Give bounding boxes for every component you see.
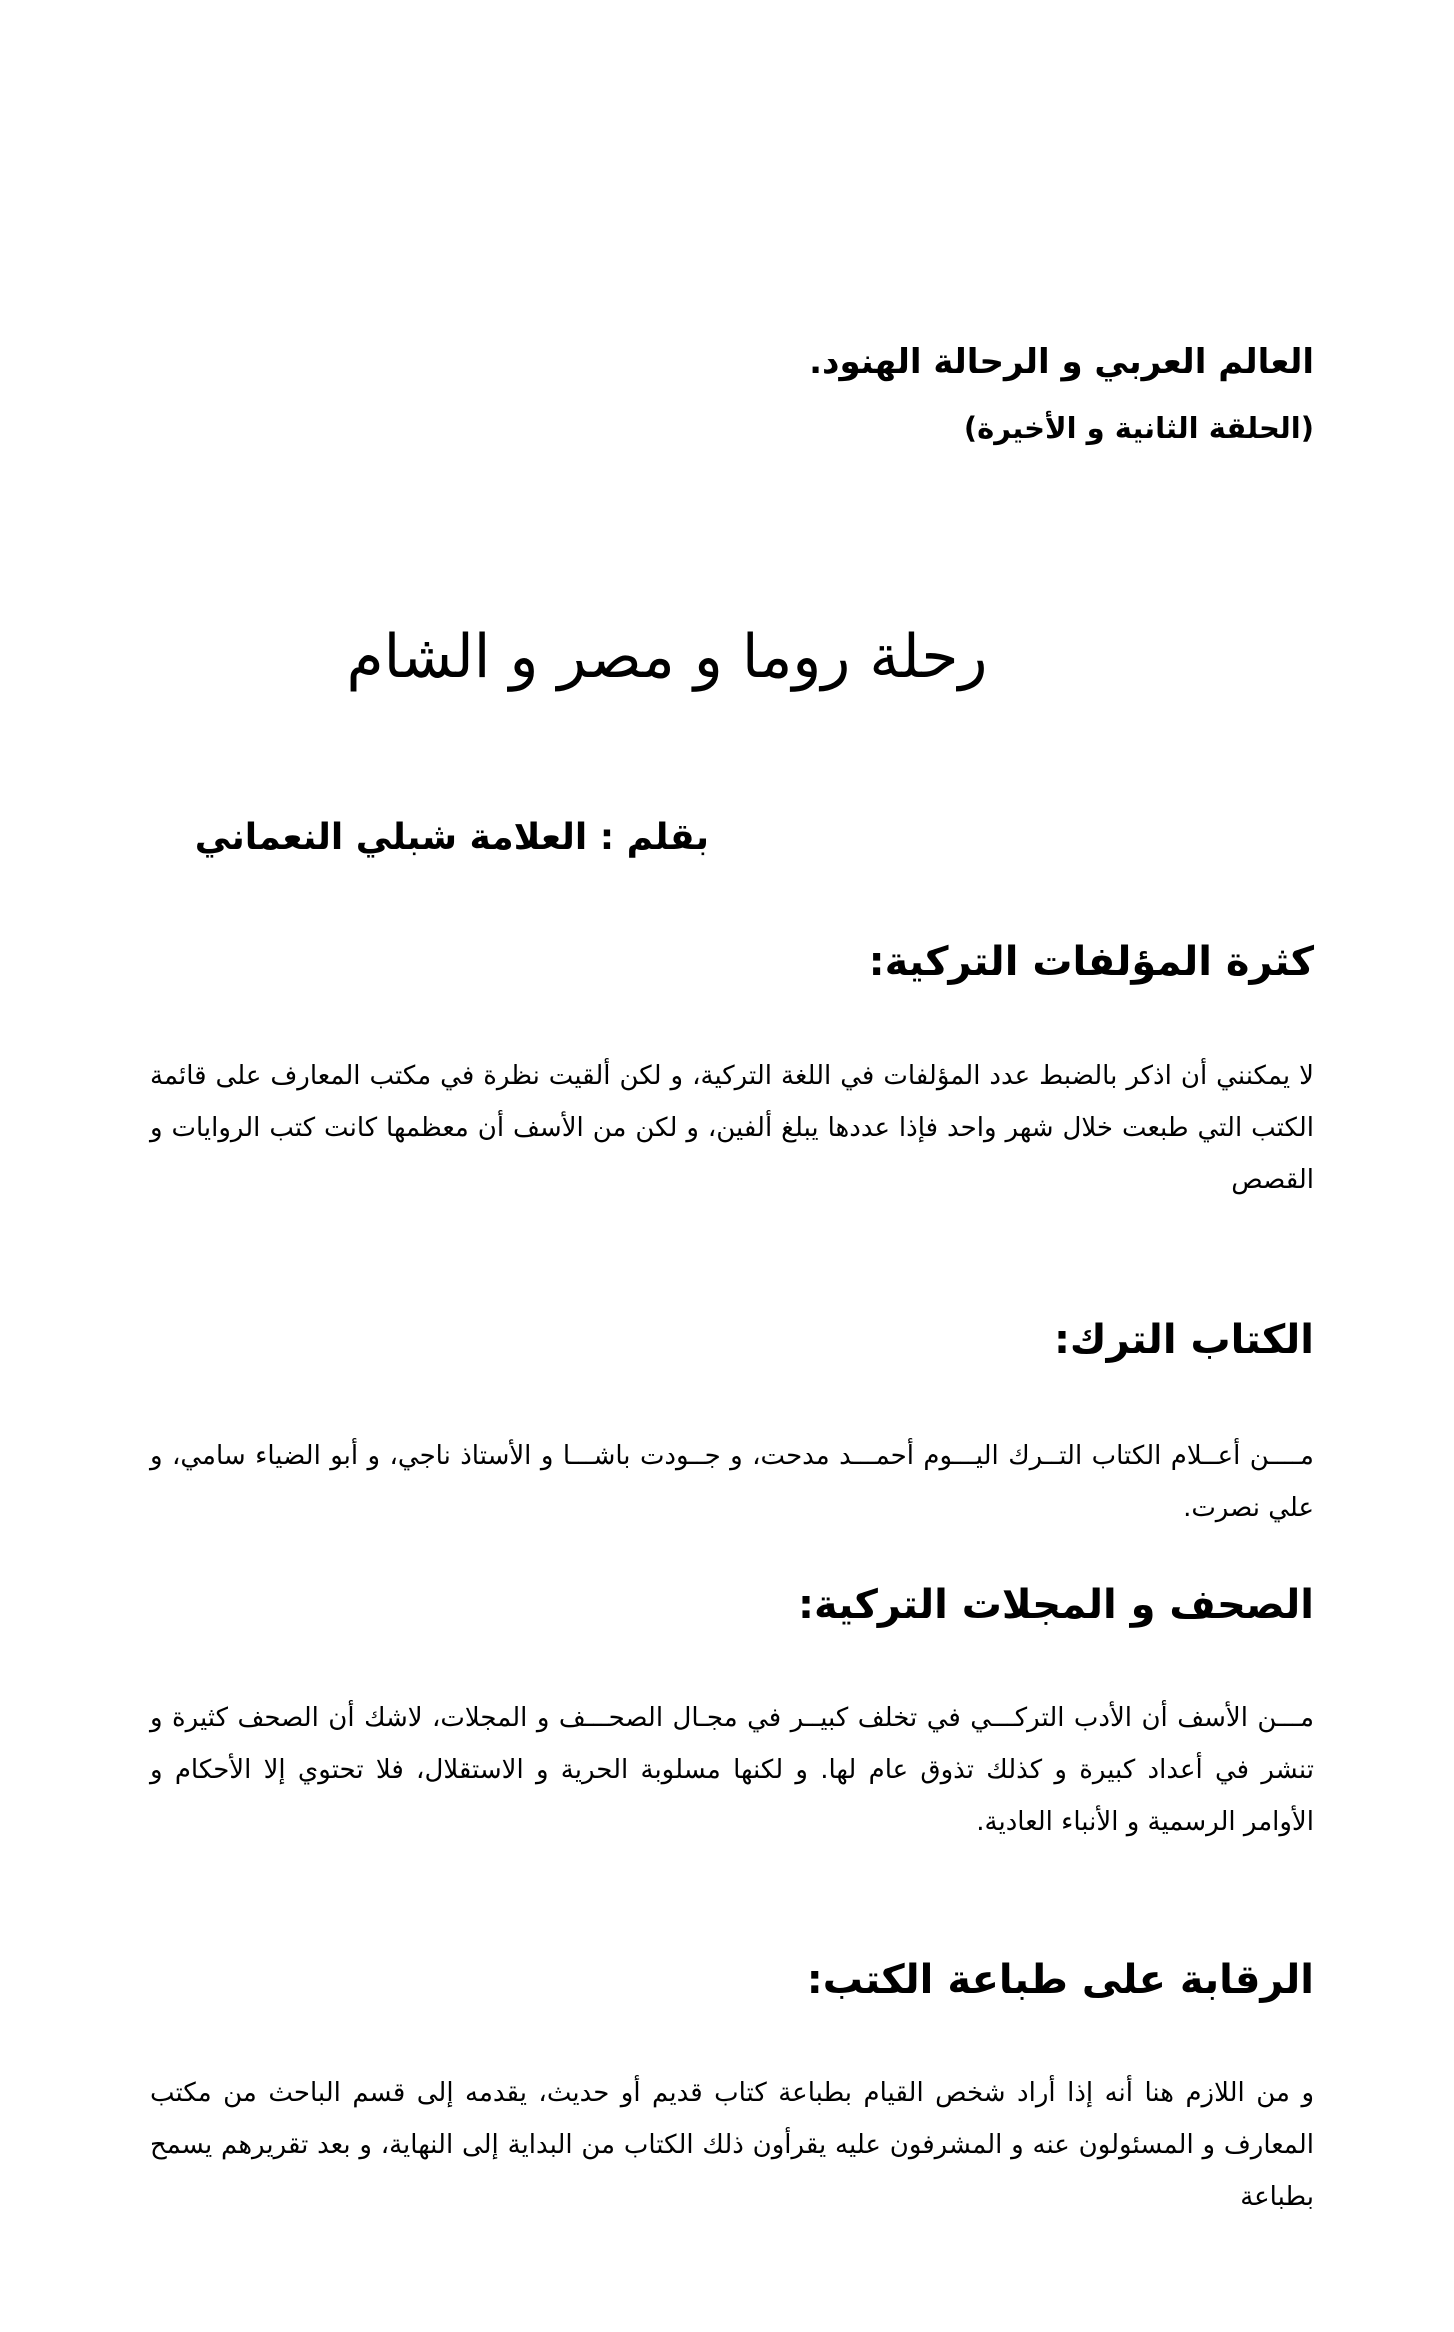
section-paragraph: مــــن أعــلام الكتاب التــرك اليـــوم أحمـــد مدحت، و جــودت باشـــا و الأستاذ ناجي، و أبو الضياء سامي، و علي نصرت.: [150, 1441, 1314, 1523]
series-subtitle: (الحلقة الثانية و الأخيرة): [963, 411, 1314, 445]
section-paragraph: لا يمكنني أن اذكر بالضبط عدد المؤلفات في اللغة التركية، و لكن ألقيت نظرة في مكتب المعارف على قائمة الكتب التي طبعت خلال شهر واحد فإذا عددها يبلغ ألفين، و لكن من الأسف أن معظمها كانت كتب الروايات و القصص: [150, 1061, 1314, 1195]
section-paragraph: مـــن الأسف أن الأدب التركـــي في تخلف كبيــر في مجـال الصحـــف و المجلات، لاشك أن الصحف كثيرة و تنشر في أعداد كبيرة و كذلك تذوق عام لها. و لكنها مسلوبة الحرية و الاستقلال، فلا تحتوي إلا الأحكام و الأوامر الرسمية و الأنباء العادية.: [150, 1703, 1314, 1837]
section-heading: الصحف و المجلات التركية:: [798, 1582, 1314, 1628]
series-title: العالم العربي و الرحالة الهنود.: [809, 342, 1314, 382]
author-byline: بقلم : العلامة شبلي النعماني: [194, 817, 709, 858]
section-heading: الرقابة على طباعة الكتب:: [806, 1957, 1314, 2003]
section-paragraph: و من اللازم هنا أنه إذا أراد شخص القيام بطباعة كتاب قديم أو حديث، يقدمه إلى قسم الباحث من مكتب المعارف و المسئولون عنه و المشرفون عليه يقرأون ذلك الكتاب من البداية إلى النهاية، و بعد تقريرهم يسمح بطباعة: [150, 2078, 1314, 2212]
article-title: رحلة روما و مصر و الشام: [346, 622, 988, 692]
section-heading: كثرة المؤلفات التركية:: [868, 939, 1314, 985]
section-heading: الكتاب الترك:: [1053, 1317, 1314, 1363]
